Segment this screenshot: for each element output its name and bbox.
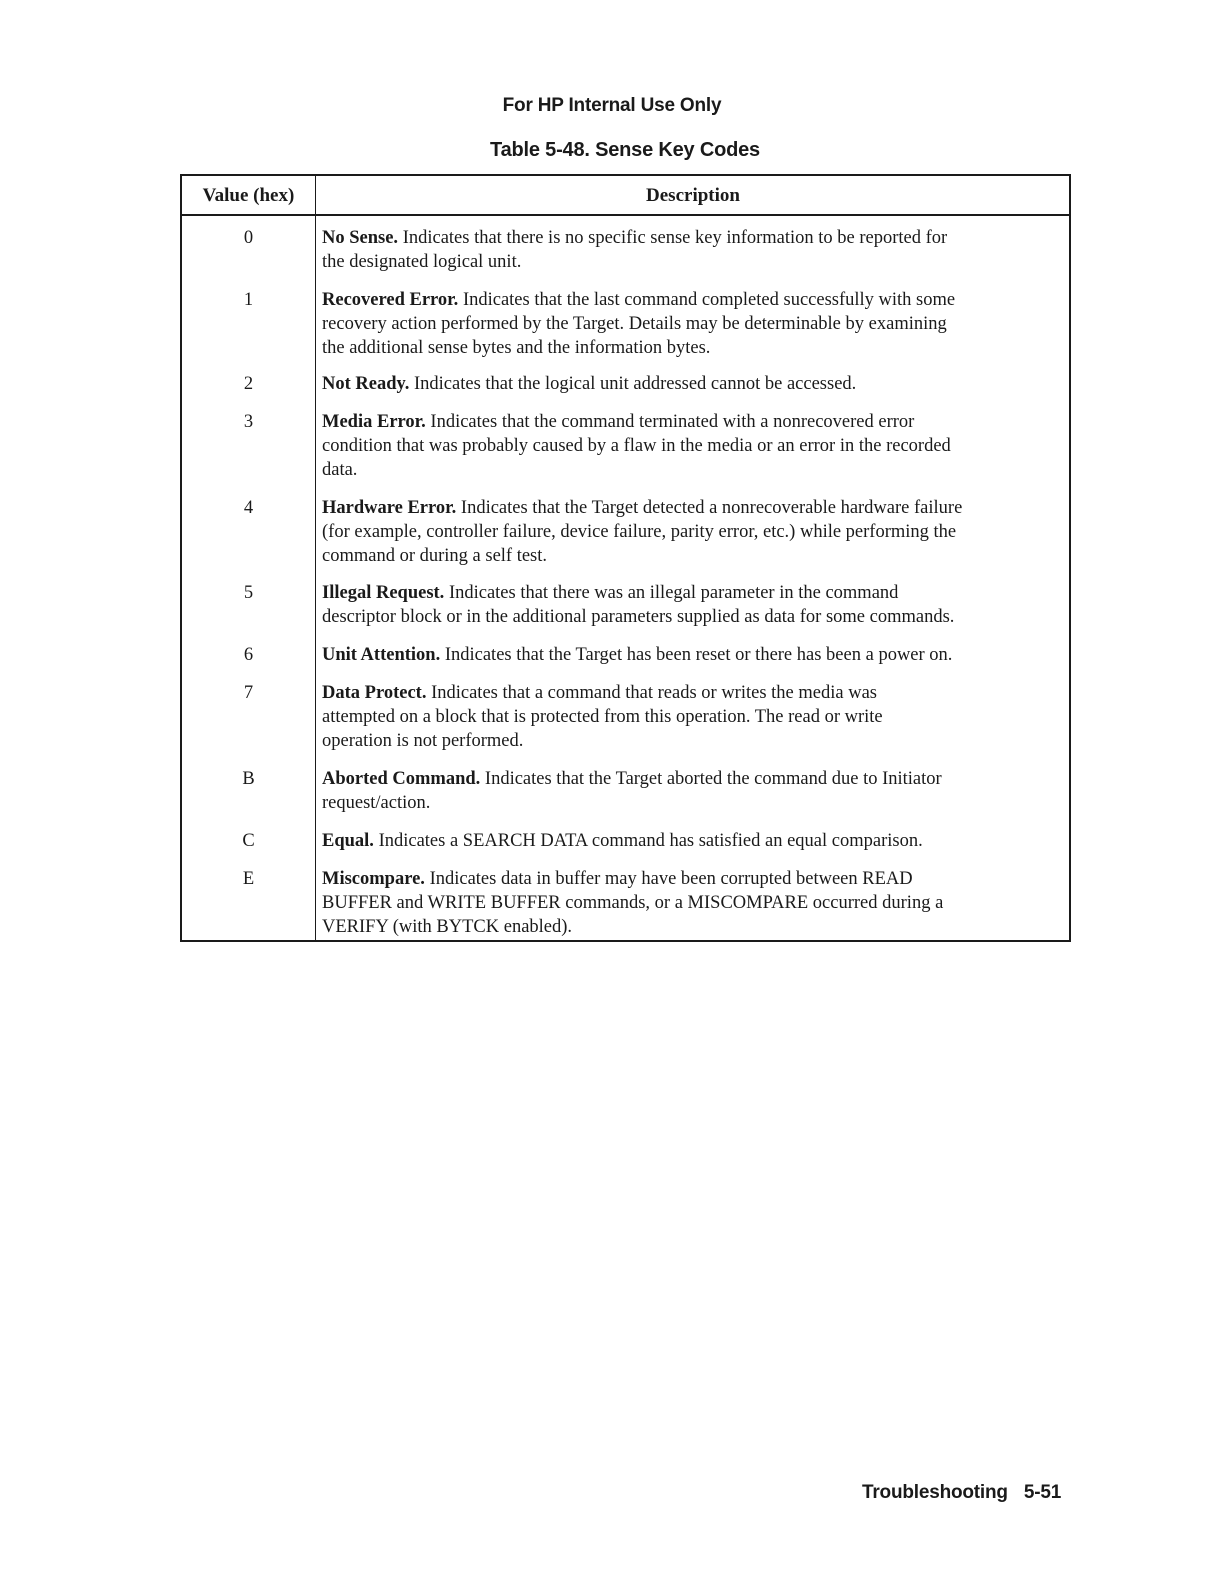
- description-line: [322, 791, 1065, 815]
- sense-key-value: 7: [243, 683, 254, 703]
- description-line: [322, 681, 1065, 705]
- description-text: Indicates that the command terminated with a nonrecovered error: [425, 412, 915, 432]
- sense-key-term: Media Error.: [322, 412, 426, 432]
- description-text: Indicates that there was an illegal parameter in the command: [444, 583, 899, 603]
- sense-key-value: B: [242, 769, 255, 789]
- column-header-value: Value (hex): [202, 185, 295, 206]
- description-text: Indicates that the Target aborted the command due to Initiator: [480, 769, 942, 789]
- description-text: BUFFER and WRITE BUFFER commands, or a MISCOMPARE occurred during a: [322, 893, 944, 913]
- description-line: [322, 891, 1065, 915]
- description-text: the additional sense bytes and the information bytes.: [322, 338, 711, 358]
- sense-key-term: Recovered Error.: [322, 290, 459, 310]
- description-text: Indicates that the last command completed successfully with some: [458, 290, 956, 310]
- description-text: Indicates that the Target has been reset or there has been a power on.: [440, 645, 953, 665]
- description-text: operation is not performed.: [322, 731, 524, 751]
- column-divider: [315, 176, 316, 940]
- description-text: VERIFY (with BYTCK enabled).: [322, 917, 573, 937]
- sense-key-term: Equal.: [322, 831, 374, 851]
- description-line: [322, 496, 1065, 520]
- sense-key-value: E: [242, 869, 255, 889]
- sense-key-term: Data Protect.: [322, 683, 427, 703]
- footer-section-title: Troubleshooting: [862, 1482, 1008, 1503]
- description-text: Indicates a SEARCH DATA command has satisfied an equal comparison.: [373, 831, 923, 851]
- description-text: command or during a self test.: [322, 546, 548, 566]
- description-line: [322, 767, 1065, 791]
- description-line: [322, 605, 1065, 629]
- sense-key-term: Illegal Request.: [322, 583, 445, 603]
- description-line: [322, 226, 1065, 250]
- description-text: Indicates data in buffer may have been corrupted between READ: [424, 869, 913, 889]
- sense-key-term: No Sense.: [322, 228, 399, 248]
- description-text: attempted on a block that is protected from this operation. The read or write: [322, 707, 883, 727]
- sense-key-value: 3: [243, 412, 254, 432]
- internal-use-notice: For HP Internal Use Only: [502, 95, 722, 116]
- sense-key-description: [322, 767, 1065, 815]
- description-text: the designated logical unit.: [322, 252, 522, 272]
- description-line: [322, 643, 1065, 667]
- description-text: recovery action performed by the Target. Details may be determinable by examining: [322, 314, 947, 334]
- sense-key-description: [322, 643, 1065, 667]
- sense-key-value: 6: [243, 645, 254, 665]
- description-line: [322, 458, 1065, 482]
- sense-key-term: Miscompare.: [322, 869, 425, 889]
- sense-key-term: Hardware Error.: [322, 498, 457, 518]
- description-line: [322, 288, 1065, 312]
- sense-key-description: [322, 288, 1065, 360]
- sense-key-term: Unit Attention.: [322, 645, 441, 665]
- sense-key-description: [322, 829, 1065, 853]
- sense-key-value: 0: [243, 228, 254, 248]
- sense-key-description: [322, 372, 1065, 396]
- description-line: [322, 544, 1065, 568]
- description-line: [322, 434, 1065, 458]
- description-text: (for example, controller failure, device failure, parity error, etc.) while performing the: [322, 522, 957, 542]
- description-line: [322, 250, 1065, 274]
- page-footer: [862, 1482, 1061, 1504]
- description-line: [322, 729, 1065, 753]
- sense-key-description: [322, 496, 1065, 568]
- sense-key-value: 5: [243, 583, 254, 603]
- sense-key-value: 1: [243, 290, 254, 310]
- description-text: data.: [322, 460, 358, 480]
- description-line: [322, 581, 1065, 605]
- description-text: Indicates that a command that reads or writes the media was: [426, 683, 877, 703]
- sense-key-description: [322, 581, 1065, 629]
- sense-key-value: C: [242, 831, 255, 851]
- description-line: [322, 705, 1065, 729]
- description-line: [322, 336, 1065, 360]
- sense-key-term: Aborted Command.: [322, 769, 481, 789]
- description-text: Indicates that the Target detected a nonrecoverable hardware failure: [456, 498, 963, 518]
- description-line: [322, 410, 1065, 434]
- description-line: [322, 372, 1065, 396]
- description-line: [322, 520, 1065, 544]
- description-text: Indicates that the logical unit addressed cannot be accessed.: [409, 374, 857, 394]
- sense-key-description: [322, 410, 1065, 482]
- description-line: [322, 867, 1065, 891]
- description-text: request/action.: [322, 793, 431, 813]
- sense-key-description: [322, 226, 1065, 274]
- table-caption: Table 5-48. Sense Key Codes: [490, 139, 760, 161]
- description-line: [322, 829, 1065, 853]
- description-line: [322, 312, 1065, 336]
- sense-key-value: 4: [243, 498, 254, 518]
- sense-key-description: [322, 867, 1065, 939]
- sense-key-term: Not Ready.: [322, 374, 410, 394]
- column-header-description: Description: [646, 185, 740, 206]
- description-text: Indicates that there is no specific sense key information to be reported for: [398, 228, 948, 248]
- table-header-row: [182, 176, 1069, 216]
- sense-key-value: 2: [243, 374, 254, 394]
- description-text: condition that was probably caused by a flaw in the media or an error in the recorded: [322, 436, 951, 456]
- sense-key-table: [180, 174, 1071, 942]
- page-number: 5-51: [1023, 1482, 1062, 1503]
- sense-key-description: [322, 681, 1065, 753]
- description-line: [322, 915, 1065, 939]
- description-text: descriptor block or in the additional parameters supplied as data for some commands.: [322, 607, 955, 627]
